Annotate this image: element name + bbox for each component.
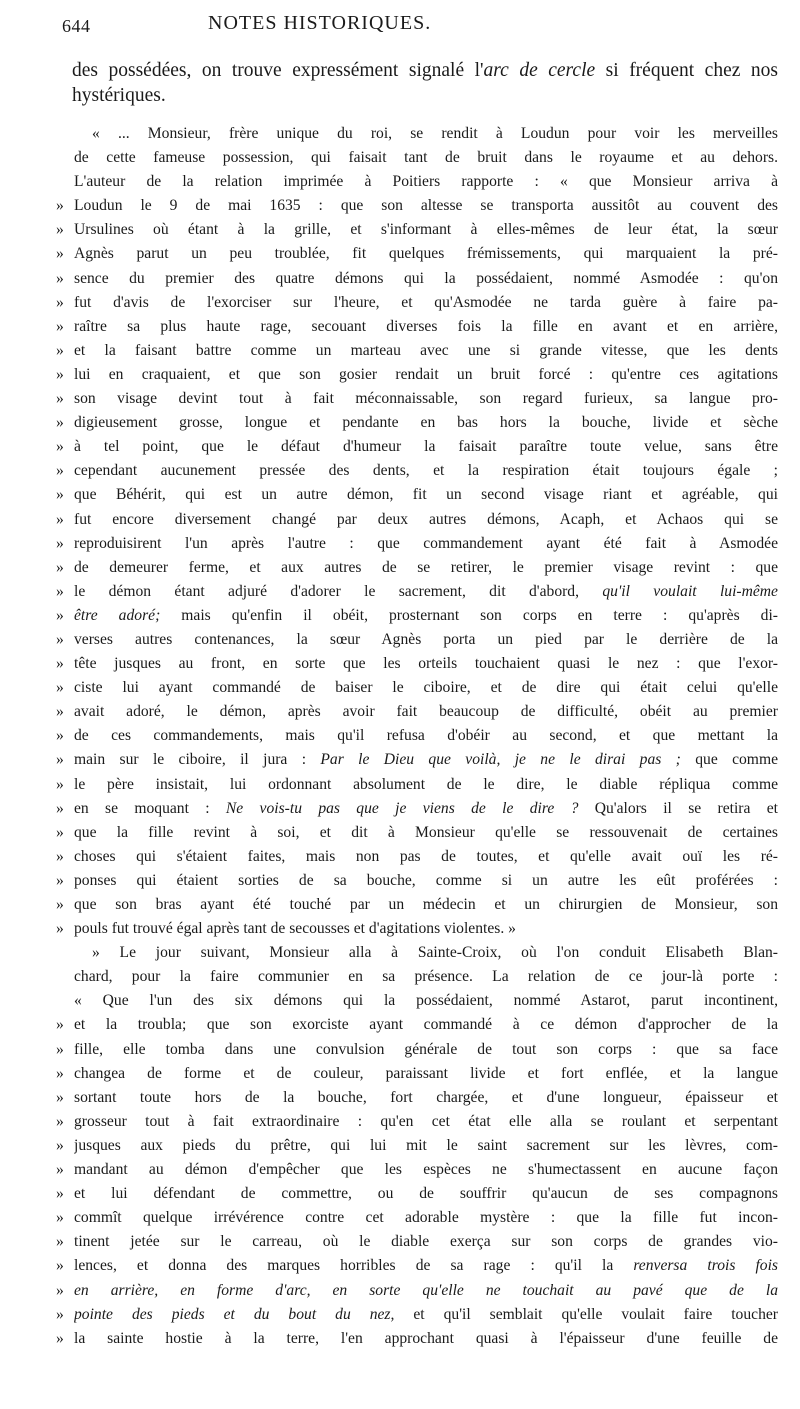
quote-mark: » (56, 558, 64, 576)
text-line (56, 893, 778, 917)
line-text (74, 821, 778, 845)
text-line (56, 291, 778, 315)
quote-mark: » (56, 679, 64, 697)
line-roman: son visage devint tout à fait méconnaissable, son regard furieux, sa langue pro- (74, 390, 778, 408)
line-text (74, 965, 778, 989)
text-line (56, 483, 778, 507)
page-number: 644 (62, 16, 91, 36)
line-roman: en se moquant : (74, 799, 226, 817)
quote-mark: » (56, 703, 64, 721)
line-text (74, 1110, 778, 1134)
line-text (74, 845, 778, 869)
text-line (56, 1206, 778, 1230)
line-roman: changea de forme et de couleur, paraissant livide et fort enflée, et la langue (74, 1064, 778, 1082)
line-roman: le démon étant adjuré d'adorer le sacrement, dit d'abord, (74, 582, 603, 600)
quote-mark (56, 122, 74, 146)
text-line (56, 821, 778, 845)
quote-mark: » (56, 823, 64, 841)
line-text (74, 1086, 778, 1110)
quote-mark: » (56, 1329, 64, 1347)
running-head: NOTES HISTORIQUES. (208, 12, 432, 34)
line-text (74, 315, 778, 339)
line-text (74, 532, 778, 556)
text-line (56, 1086, 778, 1110)
line-roman: ciste lui ayant commandé de baiser le ciboire, et de dire qui était celui qu'elle (74, 679, 778, 697)
quote-mark: » (56, 293, 64, 311)
line-roman: commît quelque irrévérence contre cet adorable mystère : que la fille fut incon- (74, 1209, 778, 1227)
quote-mark: » (56, 245, 64, 263)
line-text (74, 267, 778, 291)
intro-text-end: si fréquent chez nos hystériques. (72, 60, 778, 106)
quote-mark: » (56, 896, 64, 913)
line-text (74, 556, 778, 580)
text-line (56, 267, 778, 291)
line-text (74, 1134, 778, 1158)
line-roman: la sainte hostie à la terre, l'en approchant quasi à l'épaisseur d'une feuille de (74, 1329, 778, 1347)
quote-mark: » (56, 1040, 64, 1058)
line-text (74, 508, 778, 532)
line-roman: lui en craquaient, et que son gosier rendait un bruit forcé : qu'entre ces agitations (74, 365, 778, 383)
intro-italic-term: arc de cercle (483, 60, 596, 81)
line-italic: qu'il voulait lui-même (602, 582, 778, 600)
quote-mark: » (56, 1209, 64, 1227)
line-text (74, 459, 778, 483)
quote-mark: » (56, 510, 64, 528)
line-roman: raître sa plus haute rage, secouant diverses fois la fille en avant et en arrière, (74, 317, 778, 335)
line-text (74, 724, 778, 748)
line-roman: » Le jour suivant, Monsieur alla à Sainte-Croix, où l'on conduit Elisabeth Blan- (92, 944, 778, 962)
text-line (56, 1158, 778, 1182)
line-roman: mandant au démon d'empêcher que les espèces ne s'humectassent en aucune façon (74, 1161, 778, 1179)
line-roman: cependant aucunement pressée des dents, et la respiration était toujours égale ; (74, 462, 778, 480)
text-line (56, 1038, 778, 1062)
page (28, 8, 780, 1351)
quote-mark (56, 965, 74, 989)
text-line (56, 773, 778, 797)
quote-mark: » (56, 365, 64, 383)
quote-mark: » (56, 582, 64, 600)
line-text (74, 676, 778, 700)
line-italic: Ne vois-tu pas que je viens de le dire ? (225, 799, 579, 817)
line-roman: jusques aux pieds du prêtre, qui lui mit le saint sacrement sur les lèvres, com- (74, 1136, 778, 1154)
line-roman: grosseur tout à fait extraordinaire : qu'en cet état elle alla se roulant et serpentant (74, 1112, 778, 1130)
line-roman: tête jusques au front, en sorte que les orteils touchaient quasi le nez : que l'exor- (74, 655, 778, 673)
quote-mark: » (56, 847, 64, 865)
quote-mark: » (56, 751, 64, 769)
quote-mark: » (56, 462, 64, 480)
line-roman: « ... Monsieur, frère unique du roi, se rendit à Loudun pour voir les merveilles (92, 125, 778, 142)
line-text (74, 387, 778, 411)
quote-mark (56, 941, 74, 965)
text-line (56, 1013, 778, 1037)
text-line (56, 218, 778, 242)
quote-mark: » (56, 775, 64, 793)
line-text (74, 748, 778, 772)
quote-mark (56, 146, 74, 170)
line-roman: que la fille revint à soi, et dit à Monsieur qu'elle se ressouvenait de certaines (74, 823, 778, 841)
text-line (56, 170, 778, 194)
line-text (74, 170, 778, 194)
quote-mark: » (56, 534, 64, 552)
line-text (74, 194, 778, 218)
text-line (56, 700, 778, 724)
text-line (56, 194, 778, 218)
line-roman-end: Qu'alors il se retira et (578, 799, 778, 817)
line-text (74, 773, 778, 797)
line-roman: de cette fameuse possession, qui faisait tant de bruit dans le royaume et au dehors. (74, 149, 778, 167)
intro-paragraph (72, 58, 778, 108)
text-line (56, 941, 778, 965)
quote-mark: » (56, 655, 64, 673)
text-line (56, 363, 778, 387)
line-italic: Par le Dieu que voilà, je ne le dirai pas ; (320, 751, 681, 769)
line-text (74, 917, 778, 941)
line-text (74, 1254, 778, 1278)
line-roman-end: et qu'il semblait qu'elle voulait faire toucher (394, 1305, 778, 1323)
line-italic: en arrière, en forme d'arc, en sorte qu'elle ne touchait au pavé que de la (74, 1281, 778, 1299)
quote-mark (56, 989, 74, 1013)
text-line (56, 532, 778, 556)
quote-mark: » (56, 1088, 64, 1106)
line-italic: pointe des pieds et du bout du nez, (74, 1305, 395, 1323)
quote-mark: » (56, 606, 64, 624)
quoted-relation (56, 122, 778, 1351)
line-roman: que son bras ayant été touché par un médecin et un chirurgien de Monsieur, son (74, 896, 778, 913)
line-roman: que Béhérit, qui est un autre démon, fit un second visage riant et agréable, qui (74, 486, 778, 504)
text-line (56, 580, 778, 604)
line-roman: et la troubla; que son exorciste ayant commandé à ce démon d'approcher de la (74, 1016, 778, 1034)
line-text (74, 652, 778, 676)
line-roman: fut encore diversement changé par deux autres démons, Acaph, et Achaos qui se (74, 510, 778, 528)
line-roman: pouls fut trouvé égal après tant de secousses et d'agitations violentes. » (74, 920, 516, 938)
line-roman: à tel point, que le défaut d'humeur la faisait paraître toute velue, sans être (74, 438, 778, 456)
quote-mark: » (56, 390, 64, 408)
quote-mark: » (56, 438, 64, 456)
text-line (56, 242, 778, 266)
line-roman: digieusement grosse, longue et pendante en bas hors la bouche, livide et sèche (74, 414, 778, 432)
quote-mark: » (56, 1064, 64, 1082)
quote-mark: » (56, 486, 64, 504)
text-line (56, 1327, 778, 1351)
line-roman: main sur le ciboire, il jura : (74, 751, 321, 769)
line-roman: ponses qui étaient sorties de sa bouche, comme si un autre les eût proférées : (74, 871, 778, 889)
text-line (56, 869, 778, 893)
line-text (74, 363, 778, 387)
line-text (74, 1182, 778, 1206)
text-line (56, 748, 778, 772)
line-roman: chard, pour la faire communier en sa présence. La relation de ce jour-là porte : (74, 968, 778, 986)
line-text (74, 941, 778, 965)
quote-mark: » (56, 269, 64, 287)
text-line (56, 339, 778, 363)
line-text (74, 869, 778, 893)
line-roman: L'auteur de la relation imprimée à Poitiers rapporte : « que Monsieur arriva à (74, 173, 778, 191)
quote-mark: » (56, 221, 64, 239)
line-roman-end: que comme (680, 751, 778, 769)
quote-mark: » (56, 197, 64, 215)
text-line (56, 1182, 778, 1206)
text-line (56, 1230, 778, 1254)
intro-text: des possédées, on trouve expressément signalé l' (72, 60, 484, 81)
line-roman: et lui défendant de commettre, ou de souffrir qu'aucun de ses compagnons (74, 1185, 778, 1203)
line-text (74, 242, 778, 266)
line-roman: choses qui s'étaient faites, mais non pas de toutes, et qu'elle avait ouï les ré- (74, 847, 778, 865)
line-roman-end: mais qu'enfin il obéit, prosternant son corps en terre : qu'après di- (160, 606, 778, 624)
text-line (56, 652, 778, 676)
line-italic: renversa trois fois (633, 1257, 778, 1275)
text-line (56, 1134, 778, 1158)
line-text (74, 218, 778, 242)
text-line (56, 797, 778, 821)
line-roman: « Que l'un des six démons qui la possédaient, nommé Astarot, parut incontinent, (74, 992, 778, 1010)
line-roman: avait adoré, le démon, après avoir fait beaucoup de difficulté, obéit au premier (74, 703, 778, 721)
line-text (74, 1230, 778, 1254)
line-text (74, 291, 778, 315)
quote-mark: » (56, 1185, 64, 1203)
line-roman: de ces commandements, mais qu'il refusa d'obéir au second, et que mettant la (74, 727, 778, 745)
quote-mark: » (56, 1016, 64, 1034)
text-line (56, 965, 778, 989)
line-text (74, 339, 778, 363)
text-line (56, 1062, 778, 1086)
quote-mark: » (56, 920, 64, 938)
quote-mark (56, 170, 74, 194)
quote-mark: » (56, 1233, 64, 1251)
quote-mark: » (56, 1161, 64, 1179)
line-roman: Agnès parut un peu troublée, fit quelques frémissements, qui marquaient la pré- (74, 245, 778, 263)
quote-mark: » (56, 799, 64, 817)
quote-mark: » (56, 1305, 64, 1323)
text-line (56, 604, 778, 628)
line-text (74, 1158, 778, 1182)
text-line (56, 628, 778, 652)
line-roman: tinent jetée sur le carreau, où le diable exerça sur son corps de grandes vio- (74, 1233, 778, 1251)
text-line (56, 724, 778, 748)
text-line (56, 1254, 778, 1278)
line-roman: le père insistait, lui ordonnant absolument de le dire, le diable répliqua comme (74, 775, 778, 793)
line-text (74, 411, 778, 435)
line-roman: reproduisirent l'un après l'autre : que commandement ayant été fait à Asmodée (74, 534, 778, 552)
line-text (74, 604, 778, 628)
line-roman: sence du premier des quatre démons qui la possédaient, nommé Asmodée : qu'on (74, 269, 778, 287)
quote-mark: » (56, 727, 64, 745)
line-text (74, 1279, 778, 1303)
line-text (74, 797, 778, 821)
line-text (74, 700, 778, 724)
line-text (74, 989, 778, 1013)
line-roman: Loudun le 9 de mai 1635 : que son altesse se transporta aussitôt au couvent des (74, 197, 778, 215)
quote-mark: » (56, 871, 64, 889)
line-text (74, 1206, 778, 1230)
line-text (74, 146, 778, 170)
line-roman: de demeurer ferme, et aux autres de se retirer, le premier visage revint : que (74, 558, 778, 576)
text-line (56, 508, 778, 532)
line-text (74, 435, 778, 459)
line-text (74, 1062, 778, 1086)
page-header (28, 8, 780, 40)
text-line (56, 556, 778, 580)
line-text (74, 628, 778, 652)
quote-mark: » (56, 1281, 64, 1299)
quote-mark: » (56, 414, 64, 432)
line-roman: et la faisant battre comme un marteau avec une si grande vitesse, que les dents (74, 341, 778, 359)
text-line (56, 122, 778, 146)
text-line (56, 146, 778, 170)
line-roman: Ursulines où étant à la grille, et s'informant à elles-mêmes de leur état, la sœur (74, 221, 778, 239)
quote-mark: » (56, 341, 64, 359)
text-line (56, 917, 778, 941)
line-text (74, 1013, 778, 1037)
line-text (74, 580, 778, 604)
line-roman: fille, elle tomba dans une convulsion générale de tout son corps : que sa face (74, 1040, 778, 1058)
line-text (74, 1327, 778, 1351)
quote-mark: » (56, 1112, 64, 1130)
text-line (56, 387, 778, 411)
line-roman: sortant toute hors de la bouche, fort chargée, et d'une longueur, épaisseur et (74, 1088, 778, 1106)
text-line (56, 845, 778, 869)
quote-mark: » (56, 317, 64, 335)
text-line (56, 676, 778, 700)
line-roman: fut d'avis de l'exorciser sur l'heure, et qu'Asmodée ne tarda guère à faire pa- (74, 293, 778, 311)
text-line (56, 459, 778, 483)
quote-mark: » (56, 1136, 64, 1154)
text-line (56, 1279, 778, 1303)
text-line (56, 435, 778, 459)
line-text (74, 122, 778, 146)
line-italic: être adoré; (74, 606, 161, 624)
quote-mark: » (56, 1257, 64, 1275)
line-text (74, 1303, 778, 1327)
text-line (56, 1110, 778, 1134)
text-line (56, 989, 778, 1013)
quote-mark: » (56, 630, 64, 648)
text-line (56, 315, 778, 339)
line-roman: verses autres contenances, la sœur Agnès porta un pied par le derrière de la (74, 630, 778, 648)
text-line (56, 1303, 778, 1327)
line-text (74, 893, 778, 917)
line-text (74, 483, 778, 507)
line-roman: lences, et donna des marques horribles de sa rage : qu'il la (74, 1257, 634, 1275)
text-line (56, 411, 778, 435)
line-text (74, 1038, 778, 1062)
